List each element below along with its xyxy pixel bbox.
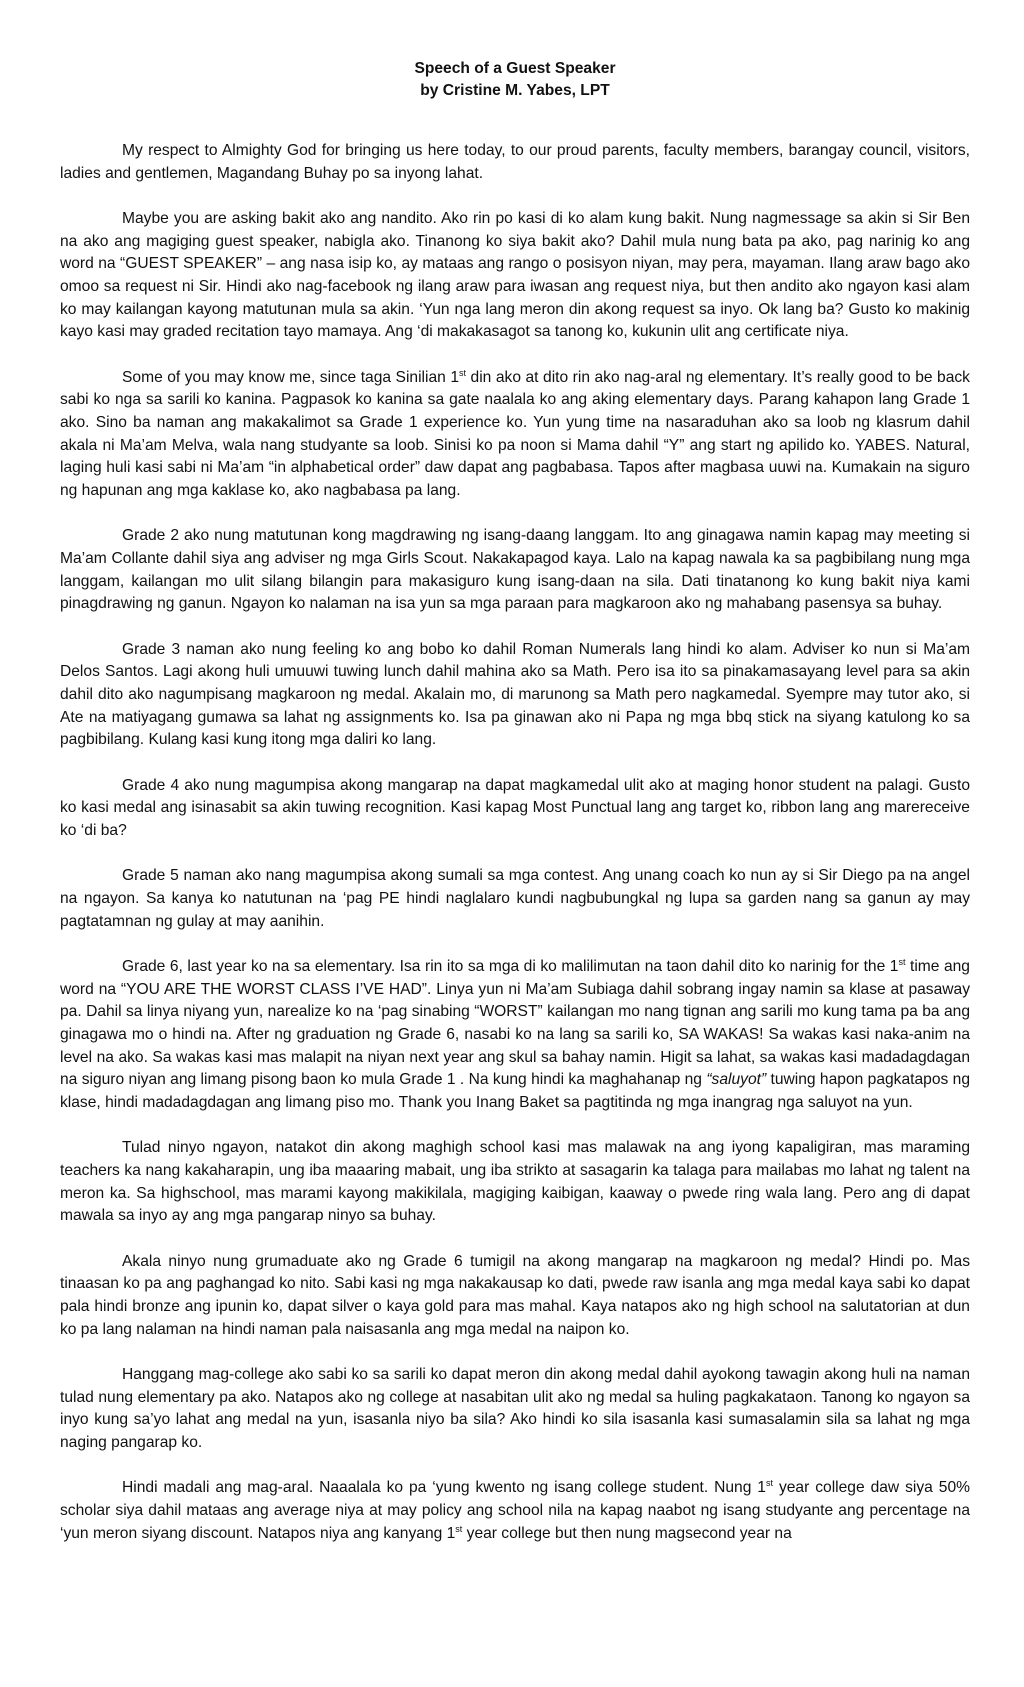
document-title: Speech of a Guest Speaker <box>414 60 616 77</box>
paragraph-why-me: Maybe you are asking bakit ako ang nandito. Ako rin po kasi di ko alam kung bakit. Nung nagmessage sa akin si Sir Ben na ako ang magiging guest speaker, nabigla ako. Tinanong ko siya bakit ako? Dahil mula nung bata pa ako, pag narinig ko ang word na “GUEST SPEAKER” – ang nasa isip ko, ay mataas ang rango o posisyon niyan, may pera, mayaman. Ilang araw bago ako omoo sa request ni Sir. Hindi ako nag-facebook ng ilang araw para iwasan ang request niya, but then andito ako ngayon kasi alam ko may kailangan kayong matutunan mula sa akin. ‘Yun nga lang meron din akong request sa inyo. Ok lang ba? Gusto ko makinig kayo kasi may graded recitation tayo mamaya. Ang ‘di makakasagot sa tanong ko, kukunin ulit ang certificate niya. <box>60 209 970 341</box>
paragraph-text: tuwing hapon pagkatapos ng klase, hindi madadagdagan ang limang piso mo. Thank you Inang Baket sa pagtitinda ng mga inangrag nga saluyot na yun. <box>60 1071 970 1112</box>
paragraph-text: time ang word na “YOU ARE THE WORST CLASS I’VE HAD”. Linya yun ni Ma’am Subiaga dahil sobrang ingay namin sa klase at pasaway pa. Dahil sa linya niyang yun, narealize ko na ‘pag sinabing “WORST” kailangan mo nang tignan ang sarili mo kung tama pa ba ang ginagawa mo o hindi na. After ng graduation ng Grade 6, nasabi ko na lang sa sarili ko, SA WAKAS! Sa wakas kasi naka-anim na level na ako. Sa wakas kasi mas malapit na niyan next year ang skul sa bahay namin. Higit sa lahat, sa wakas kasi madadagdagan na siguro niyan ang limang pisong baon ko mula Grade 1 . Na kung hindi ka maghahanap ng <box>60 957 970 1089</box>
paragraph-text: din ako at dito rin ako nag-aral ng elementary. It’s really good to be back sabi ko nga sa sarili ko kanina. Pagpasok ko kanina sa gate naalala ko ang aking elementary days. Parang kahapon lang Grade 1 ako. Sino ba naman ang makakalimot sa Grade 1 experience ko. Yun yung time na nasaraduhan ako sa loob ng klasrum dahil akala ni Ma’am Melva, wala nang studyante sa loob. Sinisi ko pa noon si Mama dahil “Y” ang start ng apilido ko. YABES. Natural, laging huli kasi sabi ni Ma’am “in alphabetical order” daw dapat ang pagbabasa. Tapos after magbasa uuwi na. Kumakain na siguro ng hapunan ang mga kaklase ko, ako nagbabasa pa lang. <box>60 368 970 500</box>
document-byline: by Cristine M. Yabes, LPT <box>420 82 610 99</box>
paragraph-text: year college but then nung magsecond year na <box>462 1524 792 1542</box>
paragraph-grade-1 <box>60 367 970 503</box>
paragraph-grade-5: Grade 5 naman ako nang magumpisa akong sumali sa mga contest. Ang unang coach ko nun ay si Sir Diego pa na angel na ngayon. Sa kanya ko natutunan na ‘pag PE hindi naglalaro kundi nagbubungkal ng lupa sa garden nang sa ganun ay may pagtatamnan ng gulay at may aanihin. <box>60 867 970 930</box>
ordinal-suffix: st <box>766 1478 774 1489</box>
emphasized-word: “saluyot” <box>706 1071 767 1089</box>
ordinal-suffix: st <box>455 1523 463 1534</box>
paragraph-grade-3: Grade 3 naman ako nung feeling ko ang bobo ko dahil Roman Numerals lang hindi ko alam. Adviser ko nun si Ma’am Delos Santos. Lagi akong huli umuuwi tuwing lunch dahil mahina ako sa Math. Pero isa ito sa pinakamasayang level para sa akin dahil dito ako nagumpisang magkaroon ng medal. Akalain mo, di marunong sa Math pero nagkamedal. Syempre may tutor ako, si Ate na matiyagang gumawa sa lahat ng assignments ko. Isa pa ginawan ako ni Papa ng mga bbq stick na siyang katulong ko sa pagbibilang. Kulang kasi kung itong mga daliri ko lang. <box>60 640 970 749</box>
paragraph-grade-6 <box>60 956 970 1115</box>
paragraph-grade-2: Grade 2 ako nung matutunan kong magdrawing ng isang-daang langgam. Ito ang ginagawa namin kapag may meeting si Ma’am Collante dahil siya ang adviser ng mga Girls Scout. Nakakapagod kaya. Lalo na kapag nawala ka sa pagbibilang nung mga langgam, kailangan mo ulit silang bilangin para makasiguro kung isang-daan na sila. Dati tinatanong ko kung bakit niya kami pinagdrawing ng ganun. Ngayon ko nalaman na isa yun sa mga paraan para magkaroon ako ng mahabang pasensya sa buhay. <box>60 527 970 613</box>
paragraph-text: year college daw siya 50% scholar siya dahil mataas ang average niya at may policy ang school nila na kapag naabot ng isang studyante ang percentage na ‘yun meron siyang discount. Natapos niya ang kanyang 1 <box>60 1479 970 1542</box>
paragraph-text: Some of you may know me, since taga Sinilian 1 <box>122 368 460 386</box>
paragraph-medals: Akala ninyo nung grumaduate ako ng Grade 6 tumigil na akong mangarap na magkaroon ng medal? Hindi po. Mas tinaasan ko pa ang paghangad ko nito. Sabi kasi ng mga nakakausap ko dati, pwede raw isanla ang mga medal kaya sabi ko dapat pala hindi bronze ang ipunin ko, dapat silver o kaya gold para mas mahal. Kaya natapos ako ng high school na salutatorian at dun ko pa lang nalaman na hindi naman pala naisasanla ang mga medal na naipon ko. <box>60 1252 970 1338</box>
paragraph-college: Hanggang mag-college ako sabi ko sa sarili ko dapat meron din akong medal dahil ayokong tawagin akong huli na naman tulad nung elementary pa ako. Natapos ako ng college at nasabitan ulit ako ng medal sa huling pagkakataon. Tanong ko ngayon sa inyo kung sa’yo lahat ang medal na yun, isasanla niyo ba sila? Ako hindi ko sila isasanla kasi sumasalamin sila sa lahat ng mga naging pangarap ko. <box>60 1365 970 1452</box>
paragraph-grade-4: Grade 4 ako nung magumpisa akong mangarap na dapat magkamedal ulit ako at maging honor student na palagi. Gusto ko kasi medal ang isinasabit sa akin tuwing recognition. Kasi kapag Most Punctual lang ang target ko, ribbon lang ang marereceive ko ‘di ba? <box>60 776 970 840</box>
paragraph-greeting: My respect to Almighty God for bringing us here today, to our proud parents, faculty members, barangay council, visitors, ladies and gentlemen, Magandang Buhay po sa inyong lahat. <box>60 142 970 182</box>
paragraph-text: Hindi madali ang mag-aral. Naaalala ko pa ‘yung kwento ng isang college student. Nung 1 <box>122 1479 766 1497</box>
paragraph-text: Grade 6, last year ko na sa elementary. Isa rin ito sa mga di ko malilimutan na taon dahil dito ko narinig for the 1 <box>122 957 899 975</box>
paragraph-college-student <box>60 1477 970 1545</box>
paragraph-high-school: Tulad ninyo ngayon, natakot din akong maghigh school kasi mas malawak na ang iyong kapaligiran, mas maraming teachers ka nang kakaharapin, ung iba maaaring mabait, ung iba strikto at sasagarin ka talaga para mailabas mo lahat ng talent na meron ka. Sa highschool, mas marami kayong makikilala, magiging kaibigan, kaaway o pwede ring wala lang. Pero ang di dapat mawala sa inyo ay ang mga pangarap ninyo sa buhay. <box>60 1139 970 1225</box>
ordinal-suffix: st <box>898 956 906 967</box>
ordinal-suffix: st <box>459 367 467 378</box>
document-header <box>60 58 970 102</box>
